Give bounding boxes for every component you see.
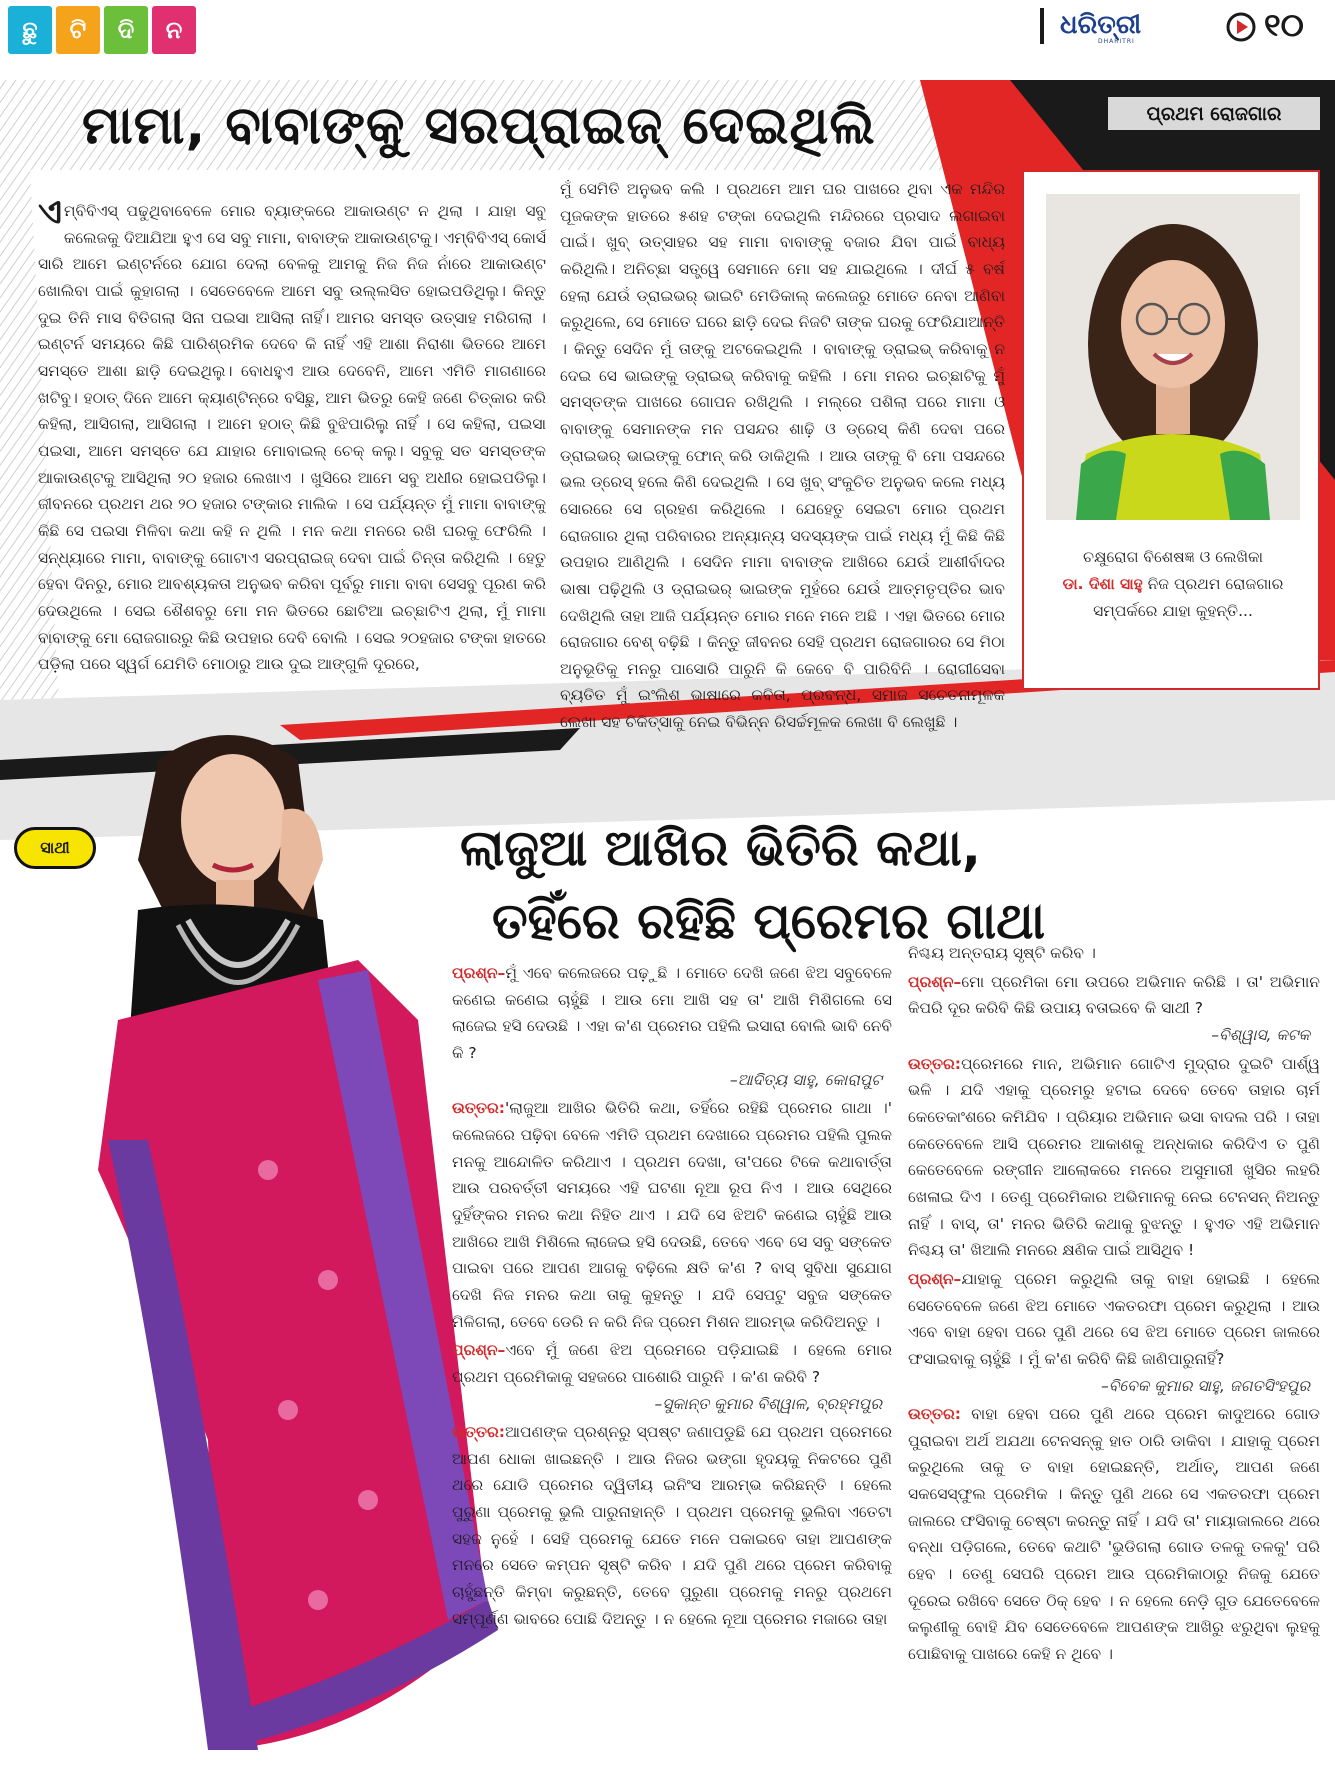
profile-caption — [1032, 544, 1314, 625]
qa-tag: ପ୍ରଶ୍ନ– — [452, 964, 506, 982]
publication-logo-sub: DHARITRI — [1098, 38, 1135, 45]
qa-text: ପ୍ରେମରେ ମାନ, ଅଭିମାନ ଗୋଟିଏ ମୁଦ୍ରାର ଦୁଇଟି ପାର୍ଶ୍ୱ ଭଳି । ଯଦି ଏହାକୁ ପ୍ରେମରୁ ହଟାଇ ଦେବେ ତେବେ ତାହାର ଚାର୍ମ କେତେକାଂଶରେ କମିଯିବ । ପ୍ରିୟାର ଅଭିମାନ ଭସା ବାଦଲ ପରି । ତାହା କେତେବେଳେ ଆସି ପ୍ରେମର ଆକାଶକୁ ଅନ୍ଧକାର କରିଦିଏ ତ ପୁଣି କେତେବେଳେ ରଙ୍ଗୀନ ଆଲୋକରେ ମନରେ ଅସୁମାରୀ ଖୁସିର ଲହରି ଖେଳାଇ ଦିଏ । ତେଣୁ ପ୍ରେମିକାର ଅଭିମାନକୁ ନେଇ ଟେନସନ୍ ନିଅନ୍ତୁ ନାହିଁ । ବାସ୍, ତା' ମନର ଭିତିରି କଥାକୁ ବୁଝନ୍ତୁ । ହୁଏତ ଏହି ଅଭିମାନ ନିଶ୍ଚୟ ତା' ଖିଆଲି ମନରେ କ୍ଷଣିକ ପାଇଁ ଆସିଥିବ ! — [908, 1054, 1320, 1260]
section-label: ପ୍ରଥମ ରୋଜଗାର — [1108, 97, 1320, 130]
play-icon — [1226, 12, 1256, 42]
brand-tile-1: ଛୁ — [8, 6, 52, 54]
qa-tag: ପ୍ରଶ୍ନ– — [908, 972, 962, 991]
qa-item — [908, 1266, 1320, 1399]
qa-item — [452, 1095, 892, 1335]
qa-item — [908, 969, 1320, 1049]
brand-tile-3: ଦି — [104, 6, 148, 54]
publication-logo: ଧରିତ୍ରୀ — [1060, 10, 1142, 40]
qa-text: ଆପଣଙ୍କ ପ୍ରଶ୍ନରୁ ସ୍ପଷ୍ଟ ଜଣାପଡୁଛି ଯେ ପ୍ରଥମ ପ୍ରେମରେ ଆପଣ ଧୋକା ଖାଇଛନ୍ତି । ଆଉ ନିଜର ଭଙ୍ଗା ହୃଦୟକୁ ନିକଟରେ ପୁଣି ଥରେ ଯୋଡି ପ୍ରେମର ଦ୍ୱିତୀୟ ଇନିଂସ ଆରମ୍ଭ କରିଛନ୍ତି । ହେଲେ ପୁରୁଣା ପ୍ରେମକୁ ଭୁଲି ପାରୁନାହାନ୍ତି । ପ୍ରଥମ ପ୍ରେମକୁ ଭୁଲିବା ଏତେଟା ସହଜ ନୁହେଁ । ସେହି ପ୍ରେମକୁ ଯେତେ ମନେ ପକାଇବେ ତାହା ଆପଣଙ୍କ ମନରେ ସେତେ କମ୍ପନ ସୃଷ୍ଟି କରିବ । ଯଦି ପୁଣି ଥରେ ପ୍ରେମ କରିବାକୁ ଚାହୁଁଛନ୍ତି କିମ୍ବା କରୁଛନ୍ତି, ତେବେ ପୁରୁଣା ପ୍ରେମକୁ ମନରୁ ପ୍ରଥମେ ସମ୍ପୂର୍ଣ୍ଣ ଭାବରେ ପୋଛି ଦିଅନ୍ତୁ । ନ ହେଲେ ନୂଆ ପ୍ରେମର ମଜାରେ ତାହା — [452, 1423, 892, 1628]
qa-text: ନିଶ୍ଚୟ ଅନ୍ତରାୟ ସୃଷ୍ଟି କରିବ । — [908, 944, 1096, 962]
article2-headline-line1: ଲାଜୁଆ ଆଖିର ଭିତିରି କଥା, — [460, 819, 981, 877]
article1-col1-text: ମ୍‌ବିବିଏସ୍ ପଢୁଥିବାବେଳେ ମୋର ବ୍ୟାଙ୍କରେ ଆକାଉଣ୍ଟ ନ ଥିଲା । ଯାହା ସବୁ କଲେଜକୁ ଦିଆଯିଆ ହୁଏ ସେ ସବୁ ମାମା, ବାବାଙ୍କ ଆକାଉଣ୍ଟକୁ। ଏମ୍‌ବିବିଏସ୍ କୋର୍ସ ସାରି ଆମେ ଇଣ୍ଟର୍ନରେ ଯୋଗ ଦେଲା ବେଳକୁ ଆମକୁ ନିଜ ନିଜ ନାଁରେ ଆକାଉଣ୍ଟ ଖୋଲିବା ପାଇଁ କୁହାଗଲା । ସେତେବେଳେ ଆମେ ସବୁ ଉଲ୍ଲସିତ ହୋଇପଡିଥିଲୁ। କିନ୍ତୁ ଦୁଇ ତିନି ମାସ ବିତିଗଲା ସିନା ପଇସା ଆସିଲା ନାହିଁ। ଆମର ସମସ୍ତ ଉତ୍ସାହ ମରିଗଲା । ଇଣ୍ଟର୍ନ ସମୟରେ କିଛି ପାରିଶ୍ରମିକ ଦେବେ କି ନାହିଁ ଏହି ଆଶା ନିରାଶା ଭିତରେ ଆମେ ସମସ୍ତେ ଆଶା ଛାଡ଼ି ଦେଇଥିଲୁ। ବୋଧହୁଏ ଆଉ ଦେବେନି, ଆମେ ଏମିତି ମାଗଣାରେ ଖଟିବୁ। ହଠାତ୍ ଦିନେ ଆମେ କ୍ୟାଣ୍ଟିନ୍‌ରେ ବସିଛୁ, ଆମ ଭିତରୁ କେହି ଜଣେ ଚିତ୍କାର କରି କହିଲା, ଆସିଗଲା, ଆସିଗଲା । ଆମେ ହଠାତ୍ କିଛି ବୁଝିପାରିଲୁ ନାହିଁ । ସେ କହିଲା, ପଇସା ପଇସା, ଆମେ ସମସ୍ତେ ଯେ ଯାହାର ମୋବାଇଲ୍ ଚେକ୍ କଲୁ। ସବୁକୁ ସତ ସମସ୍ତଙ୍କ ଆକାଉଣ୍ଟକୁ ଆସିଥିଲା ୨୦ ହଜାର ଲେଖାଏ । ଖୁସିରେ ଆମେ ସବୁ ଅଧୀର ହୋଇପଡିଲୁ। ଜୀବନରେ ପ୍ରଥମ ଥର ୨୦ ହଜାର ଟଙ୍କାର ମାଲିକ । ସେ ପର୍ଯ୍ୟନ୍ତ ମୁଁ ମାମା ବାବାଙ୍କୁ କିଛି ସେ ପଇସା ମିଳିବା କଥା କହି ନ ଥିଲି । ମନ କଥା ମନରେ ରଖି ଘରକୁ ଫେରିଲି । ସନ୍ଧ୍ୟାରେ ମାମା, ବାବାଙ୍କୁ ଗୋଟାଏ ସରପ୍ରାଇଜ୍ ଦେବା ପାଇଁ ଚିନ୍ତା କରିଥିଲି । ହେତୁ ହେବା ଦିନରୁ, ମୋର ଆବଶ୍ୟକତା ଅନୁଭବ କରିବା ପୂର୍ବରୁ ମାମା ବାବା ସେସବୁ ପୂରଣ କରି ଦେଉଥିଲେ । ସେଇ ଶୈଶବରୁ ମୋ ମନ ଭିତରେ ଛୋଟିଆ ଇଚ୍ଛାଟିଏ ଥିଲା, ମୁଁ ମାମା ବାବାଙ୍କୁ ମୋ ରୋଜଗାରରୁ କିଛି ଉପହାର ଦେବି ବୋଲି । ସେଇ ୨୦ହଜାର ଟଙ୍କା ହାତରେ ପଡ଼ିଲା ପରେ ସ୍ୱର୍ଗ ଯେମିତି ମୋଠାରୁ ଆଉ ଦୁଇ ଆଙ୍ଗୁଳି ଦୂରରେ, — [38, 202, 546, 674]
qa-text: ମୁଁ ଏବେ କଲେଜରେ ପଢ଼ୁଛି । ମୋତେ ଦେଖି ଜଣେ ଝିଅ ସବୁବେଳେ କଣେଇ କଣେଇ ଚାହୁଁଛି । ଆଉ ମୋ ଆଖି ସହ ତା' ଆଖି ମିଶିଗଲେ ସେ ଲାଜେଇ ହସି ଦେଉଛି । ଏହା କ'ଣ ପ୍ରେମର ପହିଲି ଇସାରା ବୋଲି ଭାବି ନେବି କି ? — [452, 964, 892, 1062]
qa-signature: –ବିବେକ କୁମାର ସାହୁ, ଜଗତସିଂହପୁର — [1101, 1376, 1310, 1395]
qa-item — [452, 1419, 892, 1632]
publication-strip — [1040, 6, 1335, 46]
dropcap: ଏ — [38, 198, 62, 232]
divider — [1040, 8, 1044, 44]
qa-right-column — [908, 940, 1320, 1760]
qa-signature: –ବିଶ୍ୱାସ, କଟକ — [1211, 1025, 1310, 1044]
profile-caption-end: ସମ୍ପର୍କରେ ଯାହା କୁହନ୍ତି... — [1093, 602, 1253, 621]
profile-card — [1022, 170, 1320, 690]
qa-item — [908, 1401, 1320, 1668]
qa-tag: ପ୍ରଶ୍ନ– — [908, 1269, 962, 1288]
qa-tag: ପ୍ରଶ୍ନ– — [452, 1341, 506, 1360]
qa-tag: ଉତ୍ତର: — [908, 1405, 961, 1424]
article1-column-1 — [38, 198, 546, 788]
brand-tile-2: ଟି — [56, 6, 100, 54]
qa-tag: ଉତ୍ତର: — [908, 1054, 961, 1073]
brand-tile-4: ନ — [152, 6, 196, 54]
section-brand-logo — [8, 6, 196, 54]
qa-tag: ଉତ୍ତର: — [452, 1099, 505, 1118]
article1-column-2 — [560, 176, 1005, 766]
profile-photo — [1046, 194, 1300, 520]
qa-text: ଯାହାକୁ ପ୍ରେମ କରୁଥିଲି ତାକୁ ବାହା ହୋଇଛି । ହେଲେ ସେତେବେଳେ ଜଣେ ଝିଅ ମୋତେ ଏକତରଫା ପ୍ରେମ କରୁଥିଲା । ଆଉ ଏବେ ବାହା ହେବା ପରେ ପୁଣି ଥରେ ସେ ଝିଅ ମୋତେ ପ୍ରେମ ଜାଲରେ ଫସାଇବାକୁ ଚାହୁଁଛି । ମୁଁ କ'ଣ କରିବି କିଛି ଜାଣିପାରୁନାହିଁ? — [908, 1269, 1320, 1368]
qa-item — [908, 1051, 1320, 1264]
sathi-badge: ସାଥୀ — [14, 827, 96, 869]
article1-headline: ମାମା, ବାବାଙ୍କୁ ସରପ୍ରାଇଜ୍ ଦେଇଥିଲି — [82, 96, 876, 156]
profile-line — [1032, 571, 1314, 598]
masthead — [0, 0, 1335, 60]
qa-item — [452, 960, 892, 1093]
qa-signature: –ଆଦିତ୍ୟ ସାହୁ, କୋରାପୁଟ — [729, 1070, 882, 1089]
profile-title: ଚକ୍ଷୁରୋଗ ବିଶେଷଜ୍ଞ ଓ ଲେଖିକା — [1082, 548, 1264, 566]
page-number: ୧୦ — [1264, 6, 1304, 44]
qa-text: ମୋ ପ୍ରେମିକା ମୋ ଉପରେ ଅଭିମାନ କରିଛି । ତା' ଅଭିମାନ କିପରି ଦୂର କରିବି କିଛି ଉପାୟ ବତାଇବେ କି ସାଥୀ ? — [908, 972, 1320, 1018]
qa-item — [452, 1337, 892, 1417]
qa-item — [908, 940, 1320, 967]
article2-headline-line2: ତହିଁରେ ରହିଛି ପ୍ରେମର ଗାଥା — [492, 891, 1045, 950]
profile-caption-text: ନିଜ ପ୍ରଥମ ରୋଜଗାର — [1142, 575, 1284, 594]
qa-text: 'ଲାଜୁଆ ଆଖିର ଭିତିରି କଥା, ତହିଁରେ ରହିଛି ପ୍ରେମର ଗାଥା ।' କଲେଜରେ ପଢ଼ିବା ବେଳେ ଏମିତି ପ୍ରଥମ ଦେଖାରେ ପ୍ରେମର ପହିଲି ପୁଲକ ମନକୁ ଆନ୍ଦୋଳିତ କରିଥାଏ । ପ୍ରଥମ ଦେଖା, ତା'ପରେ ଟିକେ କଥାବାର୍ତ୍ତା ଆଉ ପରବର୍ତ୍ତୀ ସମୟରେ ଏହି ଘଟଣା ନୂଆ ରୂପ ନିଏ । ଆଉ ସେଥିରେ ଦୁହିଁଙ୍କର ମନର କଥା ନିହିତ ଥାଏ । ଯଦି ସେ ଝିଅଟି କଣେଇ ଚାହୁଁଛି ଆଉ ଆଖିରେ ଆଖି ମିଶିଲେ ଲାଜେଇ ହସି ଦେଉଛି, ତେବେ ଏବେ ସେ ସବୁ ସଙ୍କେତ ପାଇବା ପରେ ଆପଣ ଆଗକୁ ବଢ଼ିଲେ କ୍ଷତି କ'ଣ ? ବାସ୍ ସୁବିଧା ସୁଯୋଗ ଦେଖି ନିଜ ମନର କଥା ତାକୁ କୁହନ୍ତୁ । ଯଦି ସେପଟୁ ସବୁଜ ସଙ୍କେତ ମିଳିଗଲା, ତେବେ ଡେରି ନ କରି ନିଜ ପ୍ରେମ ମିଶନ ଆରମ୍ଭ କରିଦିଅନ୍ତୁ । — [452, 1099, 892, 1331]
article1-col2-text: ମୁଁ ସେମିତି ଅନୁଭବ କଲି । ପ୍ରଥମେ ଆମ ଘର ପାଖରେ ଥିବା ଏକ ମନ୍ଦିର ପୂଜକଙ୍କ ହାତରେ ୫ଶହ ଟଙ୍କା ଦେଇଥିଲି ମନ୍ଦିରରେ ପ୍ରସାଦ ଲଗାଇବା ପାଇଁ। ଖୁବ୍ ଉତ୍ସାହର ସହ ମାମା ବାବାଙ୍କୁ ବଜାର ଯିବା ପାଇଁ ବାଧ୍ୟ କରିଥିଲି। ଅନିଚ୍ଛା ସତ୍ତ୍ୱେ ସେମାନେ ମୋ ସହ ଯାଇଥିଲେ । ଦୀର୍ଘ ୫ ବର୍ଷ ହେଲା ଯେଉଁ ଡ୍ରାଇଭର୍ ଭାଇଟି ମେଡିକାଲ୍ କଲେଜରୁ ମୋତେ ନେବା ଆଣିବା କରୁଥିଲେ, ସେ ମୋତେ ଘରେ ଛାଡ଼ି ଦେଇ ନିଜଟି ତାଙ୍କ ଘରକୁ ଫେରିଯାଆନ୍ତି । କିନ୍ତୁ ସେଦିନ ମୁଁ ତାଙ୍କୁ ଅଟକେଇଥିଲି । ବାବାଙ୍କୁ ଡ୍ରାଇଭ୍ କରିବାକୁ ନ ଦେଇ ସେ ଭାଇଙ୍କୁ ଡ୍ରାଇଭ୍ କରିବାକୁ କହିଲି । ମୋ ମନର ଇଚ୍ଛାଟିକୁ ମୁଁ ସମସ୍ତଙ୍କ ପାଖରେ ଗୋପନ ରଖିଥିଲି । ମଲ୍‌ରେ ପଶିଲା ପରେ ମାମା ଓ ବାବାଙ୍କୁ ସେମାନଙ୍କ ମନ ପସନ୍ଦର ଶାଢ଼ି ଓ ଡ୍ରେସ୍ କିଣି ଦେବା ପରେ ଡ୍ରାଇଭର୍ ଭାଇଙ୍କୁ ଫୋନ୍ କରି ଡାକିଥିଲି । ଆଉ ତାଙ୍କୁ ବି ମୋ ପସନ୍ଦରେ ଭଲ ଡ୍ରେସ୍ ହଲେ କିଣି ଦେଇଥିଲି । ସେ ଖୁବ୍ ସଂକୁଚିତ ଅନୁଭବ କଲେ ମଧ୍ୟ ସୋରରେ ସେ ଗ୍ରହଣ କରିଥିଲେ । ଯେହେତୁ ସେଇଟା ମୋର ପ୍ରଥମ ରୋଜଗାର ଥିଲା ପରିବାରର ଅନ୍ୟାନ୍ୟ ସଦସ୍ୟଙ୍କ ପାଇଁ ମଧ୍ୟ ମୁଁ କିଛି କିଛି ଉପହାର ଆଣିଥିଲି । ସେଦିନ ମାମା ବାବାଙ୍କ ଆଖିରେ ଯେଉଁ ଆଶୀର୍ବାଦର ଭାଷା ପଢ଼ିଥିଲି ଓ ଡ୍ରାଇଭର୍ ଭାଇଙ୍କ ମୁହଁରେ ଯେଉଁ ଆତ୍ମତୃପ୍ତିର ଭାବ ଦେଖିଥିଲି ତାହା ଆଜି ପର୍ଯ୍ୟନ୍ତ ମୋର ମନେ ମନେ ଅଛି । ଏହା ଭିତରେ ମୋର ରୋଜଗାର ବେଶ୍ ବଢ଼ିଛି । କିନ୍ତୁ ଜୀବନର ସେହି ପ୍ରଥମ ରୋଜଗାରର ସେ ମିଠା ଅନୁଭୂତିକୁ ମନରୁ ପାସୋରି ପାରୁନି କି କେବେ ବି ପାରିବିନି । ରୋଗୀସେବା ବ୍ୟତିତ ମୁଁ ଇଂଲିଶ ଭାଷାରେ କବିତା, ପ୍ରବନ୍ଧ, ସମାଜ ସଚେତନାମୂଳକ ଲେଖା ସହ ଚିକିତ୍ସାକୁ ନେଇ ବିଭିନ୍ନ ରିସର୍ଚ୍ଚମୂଳକ ଲେଖା ବି ଲେଖୁଛି । — [560, 180, 1005, 732]
qa-text: ଏବେ ମୁଁ ଜଣେ ଝିଅ ପ୍ରେମରେ ପଡ଼ିଯାଇଛି । ହେଲେ ମୋର ପ୍ରଥମ ପ୍ରେମିକାକୁ ସହଜରେ ପାଶୋରି ପାରୁନି । କ'ଣ କରିବି ? — [452, 1341, 892, 1386]
qa-left-column — [452, 960, 892, 1760]
qa-tag: ଉତ୍ତର: — [452, 1423, 505, 1442]
article2-headline — [460, 812, 1310, 957]
profile-name: ଡା. ଦିଶା ସାହୁ — [1062, 575, 1143, 594]
qa-text: ବାହା ହେବା ପରେ ପୁଣି ଥରେ ପ୍ରେମ କାଦୁଅରେ ଗୋଡ ପୁରାଇବା ଅର୍ଥ ଅଯଥା ଟେନସନ୍‌କୁ ହାତ ଠାରି ଡାକିବା । ଯାହାକୁ ପ୍ରେମ କରୁଥିଲେ ତାକୁ ତ ବାହା ହୋଇଛନ୍ତି, ଅର୍ଥାତ୍, ଆପଣ ଜଣେ ସକସେସ୍‌ଫୁଲ ପ୍ରେମିକ । କିନ୍ତୁ ପୁଣି ଥରେ ସେ ଏକତରଫା ପ୍ରେମ ଜାଲରେ ଫସିବାକୁ ଚେଷ୍ଟା କରନ୍ତୁ ନାହିଁ । ଯଦି ତା' ମାୟାଜାଲରେ ଥରେ ବନ୍ଧା ପଡ଼ିଗଲେ, ତେବେ କଥାଟି 'ଭୁଡିଗଲା ଗୋଡ ତଳକୁ ତଳକୁ' ପରି ହେବ । ତେଣୁ ସେପରି ପ୍ରେମ ଆଉ ପ୍ରେମିକାଠାରୁ ନିଜକୁ ଯେତେ ଦୂରେଇ ରଖିବେ ସେତେ ଠିକ୍ ହେବ । ନ ହେଲେ ନେଡ଼ି ଗୁଡ ଯେତେବେଳେ କଲୁଣୀକୁ ବୋହି ଯିବ ସେତେବେଳେ ଆପଣଙ୍କ ଆଖିରୁ ଝରୁଥିବା ଲୁହକୁ ପୋଛିବାକୁ ପାଖରେ କେହି ନ ଥିବେ । — [908, 1405, 1320, 1664]
qa-signature: –ସୁକାନ୍ତ କୁମାର ବିଶ୍ୱାଳ, ବ୍ରହ୍ମପୁର — [654, 1394, 882, 1413]
